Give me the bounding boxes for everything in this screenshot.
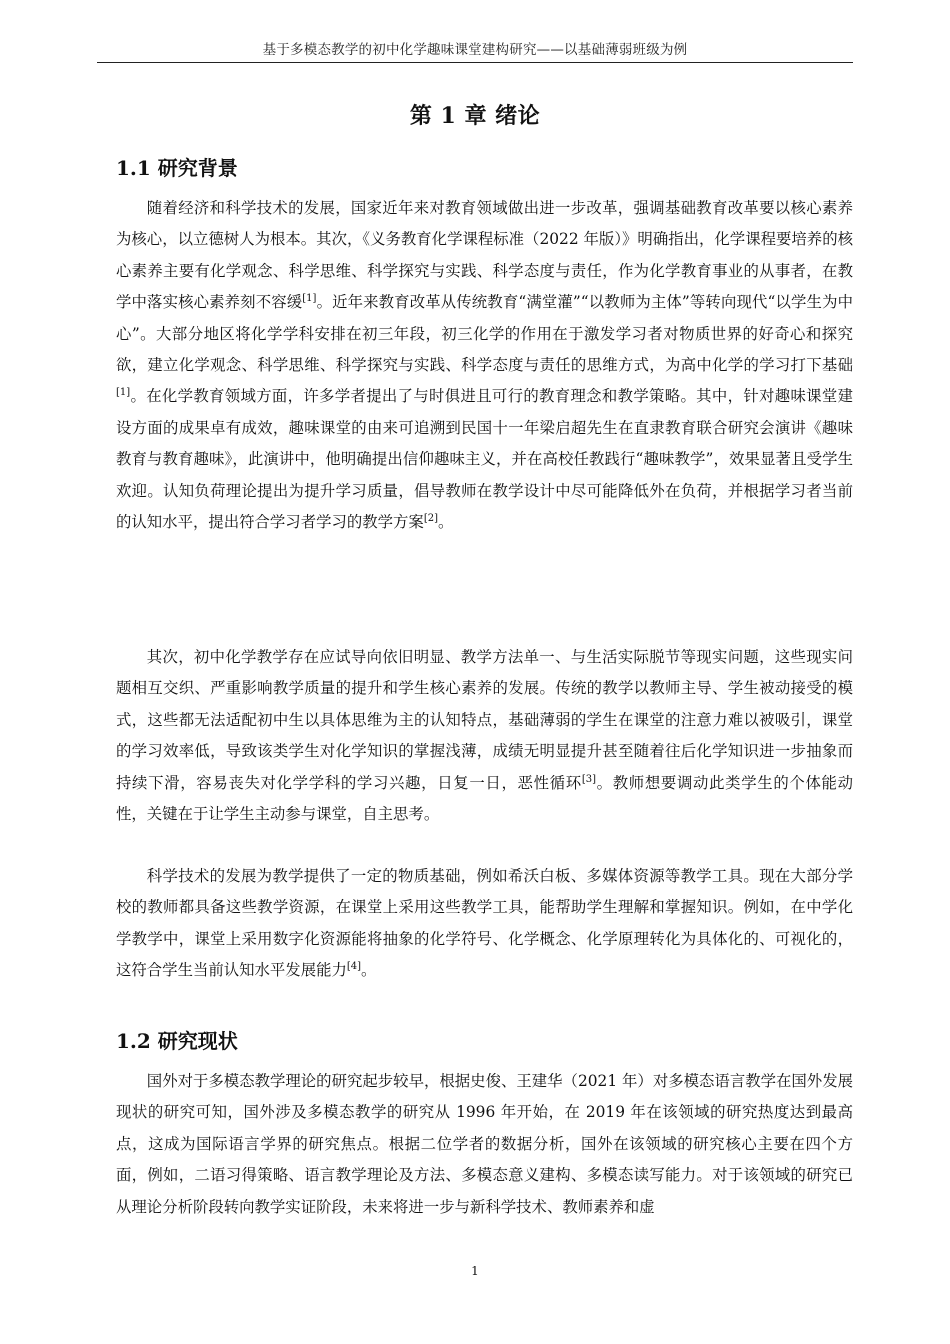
paragraph-status-1: 国外对于多模态教学理论的研究起步较早，根据史俊、王建华（2021 年）对多模态语言教学在国外发展现状的研究可知，国外涉及多模态教学的研究从 1996 年开始，在 2019 年在该领域的研究热度达到最高点，这成为国际语言学界的研究焦点。根据二位学者的数据分析，国外在该领域的研究核心主要在四个方面，例如，二语习得策略、语言教学理论及方法、多模态意义建构、多模态读写能力。对于该领域的研究已从理论分析阶段转向教学实证阶段，未来将进一步与新科学技术、教师素养和虚 [116,1072,853,1216]
citation-marker: [4] [346,961,362,973]
section-heading-status: 1.2 研究现状 [116,1029,238,1053]
paragraph-background-3: 科学技术的发展为教学提供了一定的物质基础，例如希沃白板、多媒体资源等教学工具。现在大部分学校的教师都具备这些教学资源，在课堂上采用这些教学工具，能帮助学生理解和掌握知识。例如，在中学化学教学中，课堂上采用数字化资源能将抽象的化学符号、化学概念、化学原理转化为具体化的、可视化的，这符合学生当前认知水平发展能力[4]。 [116,867,853,980]
paragraph-background-2: 其次，初中化学教学存在应试导向依旧明显、教学方法单一、与生活实际脱节等现实问题，这些现实问题相互交织、严重影响教学质量的提升和学生核心素养的发展。传统的教学以教师主导、学生被动接受的模式，这些都无法适配初中生以具体思维为主的认知特点，基础薄弱的学生在课堂的注意力难以被吸引，课堂的学习效率低，导致该类学生对化学知识的掌握浅薄，成绩无明显提升甚至随着往后化学知识进一步抽象而持续下滑，容易丧失对化学学科的学习兴趣，日复一日，恶性循环[3]。教师想要调动此类学生的个体能动性，关键在于让学生主动参与课堂，自主思考。 [116,648,853,824]
chapter-title: 第 1 章 绪论 [409,103,541,129]
citation-marker: [2] [423,512,438,524]
citation-marker: [1] [116,387,131,399]
section-heading-background: 1.1 研究背景 [116,156,238,180]
header-rule [97,62,853,63]
citation-marker: [1] [302,293,317,305]
citation-marker: [3] [581,773,596,785]
paragraph-background-1: 随着经济和科学技术的发展，国家近年来对教育领域做出进一步改革，强调基础教育改革要以核心素养为核心，以立德树人为根本。其次，《义务教育化学课程标准（2022 年版）》明确指出，化学课程要培养的核心素养主要有化学观念、科学思维、科学探究与实践、科学态度与责任，作为化学教育事业的从事者，在教学中落实核心素养刻不容缓[1]。近年来教育改革从传统教育“满堂灌”“以教师为主体”等转向现代“以学生为中心”。大部分地区将化学学科安排在初三年段，初三化学的作用在于激发学习者对物质世界的好奇心和探究欲，建立化学观念、科学思维、科学探究与实践、科学态度与责任的思维方式，为高中化学的学习打下基础[1]。在化学教育领域方面，许多学者提出了与时俱进且可行的教育理念和教学策略。其中，针对趣味课堂建设方面的成果卓有成效，趣味课堂的由来可追溯到民国十一年梁启超先生在直隶教育联合研究会演讲《趣味教育与教育趣味》，此演讲中，他明确提出信仰趣味主义，并在高校任教践行“趣味教学”，效果显著且受学生欢迎。认知负荷理论提出为提升学习质量，倡导教师在教学设计中尽可能降低外在负荷，并根据学习者当前的认知水平，提出符合学习者学习的教学方案[2]。 [116,199,853,532]
running-header: 基于多模态教学的初中化学趣味课堂建构研究——以基础薄弱班级为例 [262,42,688,58]
page-number: 1 [471,1264,479,1278]
